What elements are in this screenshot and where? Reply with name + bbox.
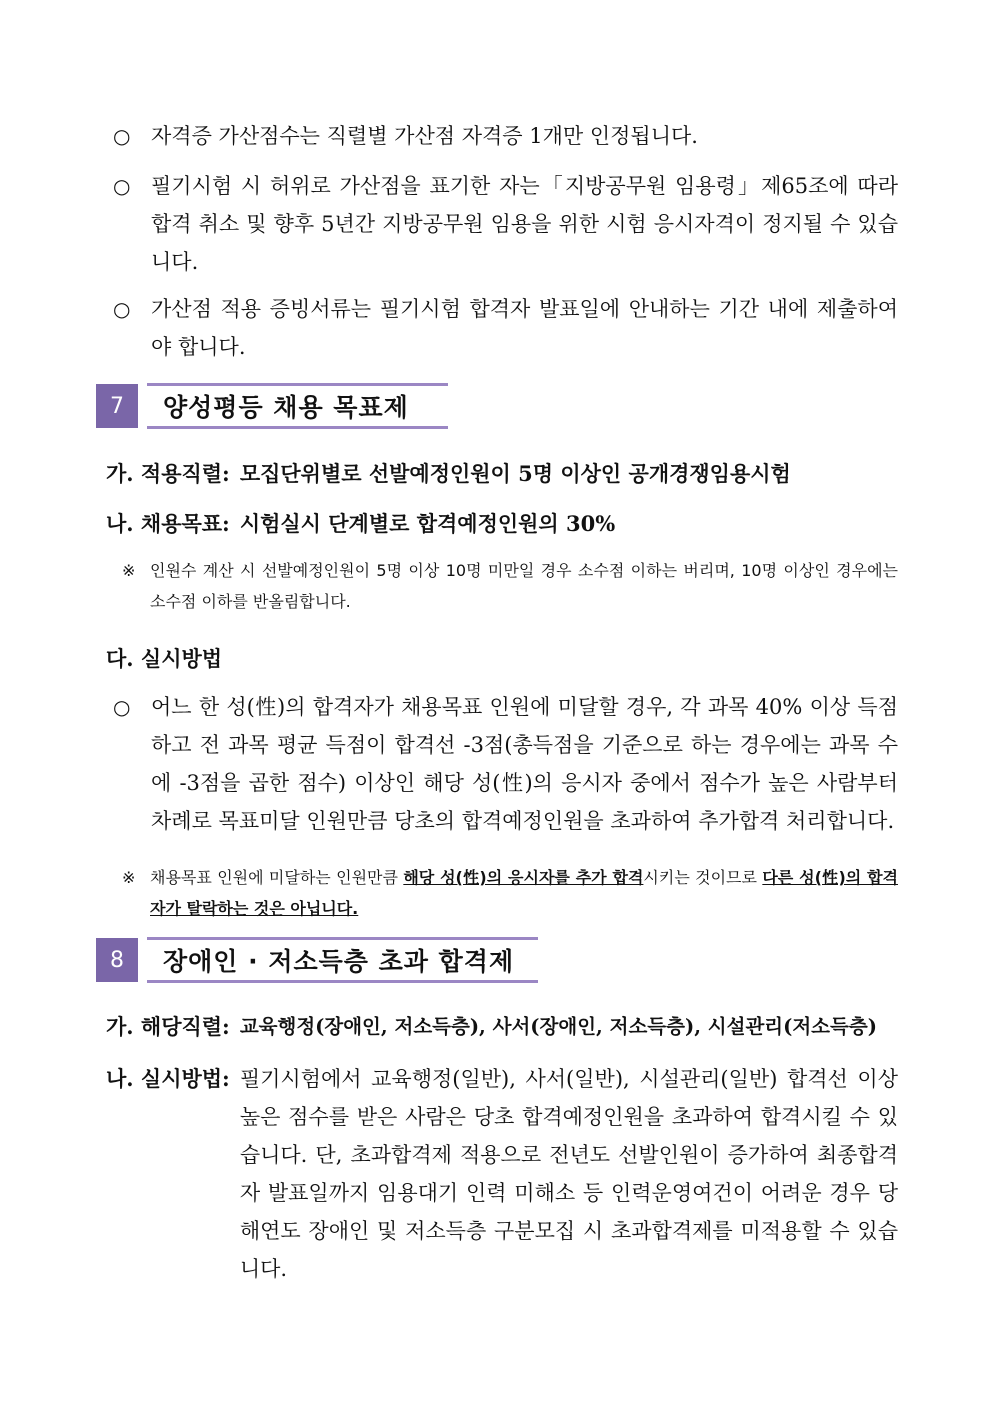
reference-mark-icon: ※ xyxy=(122,561,136,580)
item-text: 필기시험에서 교육행정(일반), 사서(일반), 시설관리(일반) 합격선 이상 높은 점수를 받은 사람은 당초 합격예정인원을 초과하여 합격시킬 수 있습니다. 단, 초과합격제 적용으로 전년도 선발인원이 증가하여 최종합격자 발표일까지 임용대기 인력 미해소 등 인력운영여건이 어려운 경우 당해연도 장애인 및 저소득층 구분모집 시 초과합격제를 미적용할 수 있습니다. xyxy=(239,1067,898,1281)
section-header-8 xyxy=(96,937,538,983)
item-text: 교육행정(장애인, 저소득층), 사서(장애인, 저소득층), 시설관리(저소득층) xyxy=(239,1015,877,1038)
item-label: 다. 실시방법 xyxy=(106,646,223,671)
section-title: 장애인 · 저소득층 초과 합격제 xyxy=(147,937,538,983)
circle-bullet-icon: ○ xyxy=(113,174,131,198)
item-label: 가. 적용직렬: xyxy=(106,461,230,486)
section7-item-ga xyxy=(106,455,898,493)
item-label: 나. 실시방법: xyxy=(106,1066,230,1091)
item-label: 나. 채용목표: xyxy=(106,511,230,536)
bullet-item xyxy=(113,290,898,366)
bullet-text: 자격증 가산점수는 직렬별 가산점 자격증 1개만 인정됩니다. xyxy=(151,124,698,148)
reference-mark-icon: ※ xyxy=(122,868,136,887)
item-text: 시험실시 단계별로 합격예정인원의 30% xyxy=(239,511,616,536)
item-label: 가. 해당직렬: xyxy=(106,1014,230,1039)
section7-item-da xyxy=(106,640,898,678)
bullet-text: 어느 한 성(性)의 합격자가 채용목표 인원에 미달할 경우, 각 과목 40% 이상 득점하고 전 과목 평균 득점이 합격선 -3점(총득점을 기준으로 하는 경우에는 과목 수에 -3점을 곱한 점수) 이상인 해당 성(性)의 응시자 중에서 점수가 높은 사람부터 차례로 목표미달 인원만큼 당초의 합격예정인원을 초과하여 추가합격 처리합니다. xyxy=(151,695,898,833)
note-text: 인원수 계산 시 선발예정인원이 5명 이상 10명 미만일 경우 소수점 이하는 버리며, 10명 이상인 경우에는 소수점 이하를 반올림합니다. xyxy=(150,561,898,611)
bullet-item xyxy=(113,167,898,281)
section-number: 7 xyxy=(96,384,138,428)
section7-note-1 xyxy=(122,555,898,617)
section-header-7 xyxy=(96,383,448,429)
section8-item-na xyxy=(106,1060,898,1288)
circle-bullet-icon: ○ xyxy=(113,297,131,321)
bullet-item xyxy=(113,117,898,155)
circle-bullet-icon: ○ xyxy=(113,124,131,148)
section8-item-ga xyxy=(106,1008,898,1046)
section7-note-2 xyxy=(122,862,898,924)
section7-item-na xyxy=(106,505,898,543)
section-number: 8 xyxy=(96,938,138,982)
bullet-text: 가산점 적용 증빙서류는 필기시험 합격자 발표일에 안내하는 기간 내에 제출하여야 합니다. xyxy=(151,297,898,359)
circle-bullet-icon: ○ xyxy=(113,695,131,719)
note-text-part: 시키는 것이므로 xyxy=(643,868,763,887)
item-text: 모집단위별로 선발예정인원이 5명 이상인 공개경쟁임용시험 xyxy=(239,461,791,486)
note-text-part: 채용목표 인원에 미달하는 인원만큼 xyxy=(150,868,404,887)
method-bullet xyxy=(113,688,898,840)
note-text xyxy=(150,862,898,924)
note-emphasis: 해당 성(性)의 응시자를 추가 합격 xyxy=(403,868,644,887)
section-title: 양성평등 채용 목표제 xyxy=(147,383,448,429)
note-emphasis: 다른 성(性)의 합격자가 탈락하는 것은 아닙니다. xyxy=(150,868,898,918)
bullet-text: 필기시험 시 허위로 가산점을 표기한 자는「지방공무원 임용령」제65조에 따라 합격 취소 및 향후 5년간 지방공무원 임용을 위한 시험 응시자격이 정지될 수 있습니다. xyxy=(151,174,898,274)
